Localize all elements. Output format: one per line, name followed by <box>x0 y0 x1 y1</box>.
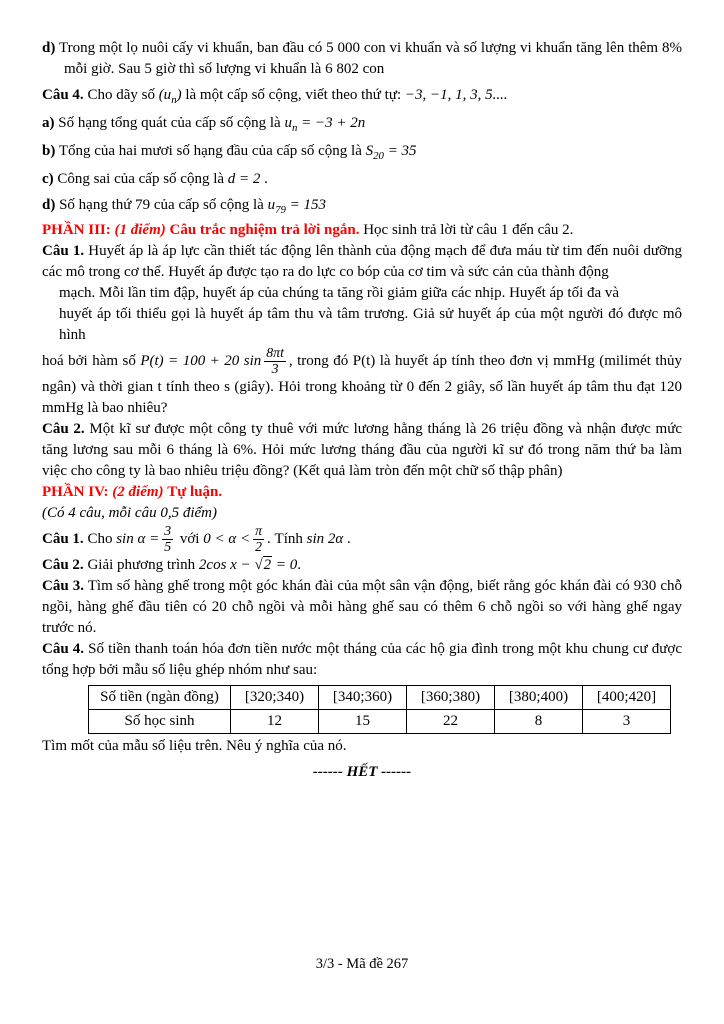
radicand: 2 <box>263 557 272 573</box>
option-label: c) <box>42 171 54 188</box>
part4-question-2 <box>42 555 682 576</box>
part4-question-1 <box>42 524 682 555</box>
table-cell: [400;420] <box>583 686 671 710</box>
question-tail: . <box>297 557 302 573</box>
question-text: hoá bởi hàm số <box>42 353 136 370</box>
table-row <box>89 710 671 734</box>
part4-heading <box>42 482 682 503</box>
table-cell: Số tiền (ngàn đồng) <box>89 686 231 710</box>
option-c <box>42 169 682 190</box>
fraction-numerator: 8πt <box>266 345 284 361</box>
question-text: . Tính <box>267 531 303 548</box>
table-cell: [340;360) <box>319 686 407 710</box>
frequency-table <box>88 685 671 734</box>
math-rest: = 153 <box>285 197 327 214</box>
radical-sign: √ <box>254 557 263 573</box>
question-text: Tìm số hàng ghế trong một góc khán đài của một sân vận động, biết rằng góc khán đài có 930 chỗ ngồi, hàng ghế đầu tiên có 20 chỗ ngồi và mỗi hàng ghế sau có thêm 6 chỗ ngồi so với hàng ghế ngay trước nó. <box>42 578 682 636</box>
math-rest: = −3 + 2n <box>297 115 366 132</box>
question-text: Số tiền thanh toán hóa đơn tiền nước một tháng của các hộ gia đình trong một khu chung cư được tổng hợp bởi mẫu số liệu ghép nhóm như sau: <box>42 641 682 678</box>
question-text: Huyết áp là áp lực cần thiết tác động lên thành của động mạch để đưa máu từ tim đến nuôi dưỡng các mô trong cơ thể. Huyết áp được tạo ra do lực co bóp của cơ tim và sức cản của thành động <box>42 243 682 281</box>
fraction-denominator: 5 <box>164 539 172 555</box>
question-text: , trong đó P(t) là huyết áp tính theo đơn vị mmHg (milimét thủy ngân) và thời gian t tính theo s (giây). Hỏi trong khoảng từ 0 đến 2 giây, số lần huyết áp tâm thu đạt 120 mmHg là bao nhiêu? <box>42 353 683 417</box>
option-text: Công sai của cấp số cộng là <box>57 171 225 188</box>
option-label: a) <box>42 115 55 132</box>
table-cell: 15 <box>319 710 407 734</box>
math-expression <box>267 197 327 217</box>
page-footer: 3/3 - Mã đề 267 <box>315 956 409 972</box>
math-expression: sin 2α <box>306 531 344 548</box>
part3-heading <box>42 220 682 241</box>
math-base: u <box>284 115 292 132</box>
option-a <box>42 113 682 136</box>
option-text: Số hạng thứ 79 của cấp số cộng là <box>59 197 264 214</box>
statement-text: Trong một lọ nuôi cấy vi khuẩn, ban đầu có 5 000 con vi khuẩn và số lượng vi khuẩn tăng lên thêm 8% mỗi giờ. Sau 5 giờ thì số lượng vi khuẩn là 6 802 con <box>58 40 682 77</box>
subscript: n <box>171 94 177 106</box>
option-tail: . <box>264 171 268 188</box>
table-cell: Số học sinh <box>89 710 231 734</box>
question-4-sequence <box>42 85 682 108</box>
fraction-denominator: 3 <box>271 361 279 377</box>
subscript: 20 <box>373 150 384 163</box>
question-label: Câu 4. <box>42 87 84 103</box>
fraction <box>264 346 286 377</box>
math-open: (u <box>158 87 172 103</box>
part3-title: Câu trắc nghiệm trả lời ngắn. <box>169 222 360 239</box>
question-line: huyết áp tối thiểu gọi là huyết áp tâm thu và tâm trương. Giả sử huyết áp của một người đó được mô hình <box>59 306 682 344</box>
part3-points: (1 điểm) <box>114 222 166 239</box>
question-text: Cho dãy số <box>87 87 155 103</box>
math-expression: sin α = <box>116 531 160 548</box>
question-line: mạch. Mỗi lần tim đập, huyết áp của chúng ta tăng rồi giảm giữa các nhịp. Huyết áp tối đa và <box>59 285 620 302</box>
part3-question-2 <box>42 419 682 482</box>
question-label: Câu 3. <box>42 578 84 594</box>
part4-title: Tự luận. <box>167 484 223 501</box>
fraction-numerator: π <box>255 523 263 539</box>
math-expression <box>365 143 417 163</box>
fraction-numerator: 3 <box>164 523 172 539</box>
math-close: ) <box>176 87 182 103</box>
part3-question-1 <box>42 241 682 419</box>
question-label: Câu 1. <box>42 531 84 548</box>
option-text: Số hạng tổng quát của cấp số cộng là <box>58 115 281 132</box>
after-table-text: Tìm mốt của mẫu số liệu trên. Nêu ý nghĩa của nó. <box>42 738 347 754</box>
part3-label: PHẦN III: <box>42 222 111 239</box>
subscript: 79 <box>275 204 286 217</box>
question-tail: . <box>347 531 351 548</box>
part4-question-3 <box>42 576 682 639</box>
question-text: Giải phương trình <box>87 557 196 573</box>
question-text: với <box>179 531 200 548</box>
part4-note: (Có 4 câu, mỗi câu 0,5 điểm) <box>42 505 217 522</box>
math-pre: 2cos x − <box>198 557 251 573</box>
part4-points: (2 điểm) <box>112 484 164 501</box>
part4-question-4 <box>42 639 682 681</box>
statement-label: d) <box>42 40 56 56</box>
question-label: Câu 2. <box>42 557 84 573</box>
math-un-term <box>158 87 182 106</box>
table-cell: 8 <box>495 710 583 734</box>
statement-d-bacteria <box>42 38 682 80</box>
table-cell: 3 <box>583 710 671 734</box>
option-d <box>42 195 682 218</box>
table-cell: 12 <box>231 710 319 734</box>
math-expression <box>199 557 297 573</box>
question-label: Câu 1. <box>42 243 85 260</box>
part3-note: Học sinh trả lời từ câu 1 đến câu 2. <box>363 222 574 239</box>
math-expression: 0 < α < <box>203 531 251 548</box>
fraction <box>253 524 264 555</box>
table-cell: [380;400) <box>495 686 583 710</box>
question-paragraph <box>42 241 682 283</box>
pressure-formula: P(t) = 100 + 20 sin <box>140 353 262 370</box>
table-cell: [320;340) <box>231 686 319 710</box>
math-post: = 0 <box>275 557 298 573</box>
fraction <box>162 524 173 555</box>
option-text: Tổng của hai mươi số hạng đầu của cấp số cộng là <box>58 143 362 160</box>
math-sequence: −3, −1, 1, 3, 5.... <box>404 87 508 103</box>
math-expression <box>284 115 366 135</box>
question-text: Cho <box>87 531 113 548</box>
question-formula-line <box>42 346 682 419</box>
question-label: Câu 4. <box>42 641 85 657</box>
table-row <box>89 686 671 710</box>
question-text: là một cấp số cộng, viết theo thứ tự: <box>185 87 402 103</box>
end-marker: ------ HẾT ------ <box>312 764 412 780</box>
table-cell: [360;380) <box>407 686 495 710</box>
fraction-denominator: 2 <box>255 539 263 555</box>
math-rest: = 35 <box>383 143 417 160</box>
option-b <box>42 141 682 164</box>
math-expression: d = 2 <box>227 171 261 188</box>
question-label: Câu 2. <box>42 421 85 438</box>
part4-label: PHẦN IV: <box>42 484 109 501</box>
option-label: b) <box>42 143 56 160</box>
subscript: n <box>291 122 298 135</box>
table-cell: 22 <box>407 710 495 734</box>
math-base: S <box>365 143 374 160</box>
question-text: Một kĩ sư được một công ty thuê với mức lương hằng tháng là 26 triệu đồng và nhận được mức tăng lương sau mỗi 6 tháng là 6%. Hỏi mức lương tháng đầu của người kĩ sư đó trong năm thứ ba làm việc cho công ty là bao nhiêu triệu đồng? (Kết quả làm tròn đến một chữ số thập phân) <box>42 421 682 480</box>
math-base: u <box>267 197 276 214</box>
option-label: d) <box>42 197 56 214</box>
